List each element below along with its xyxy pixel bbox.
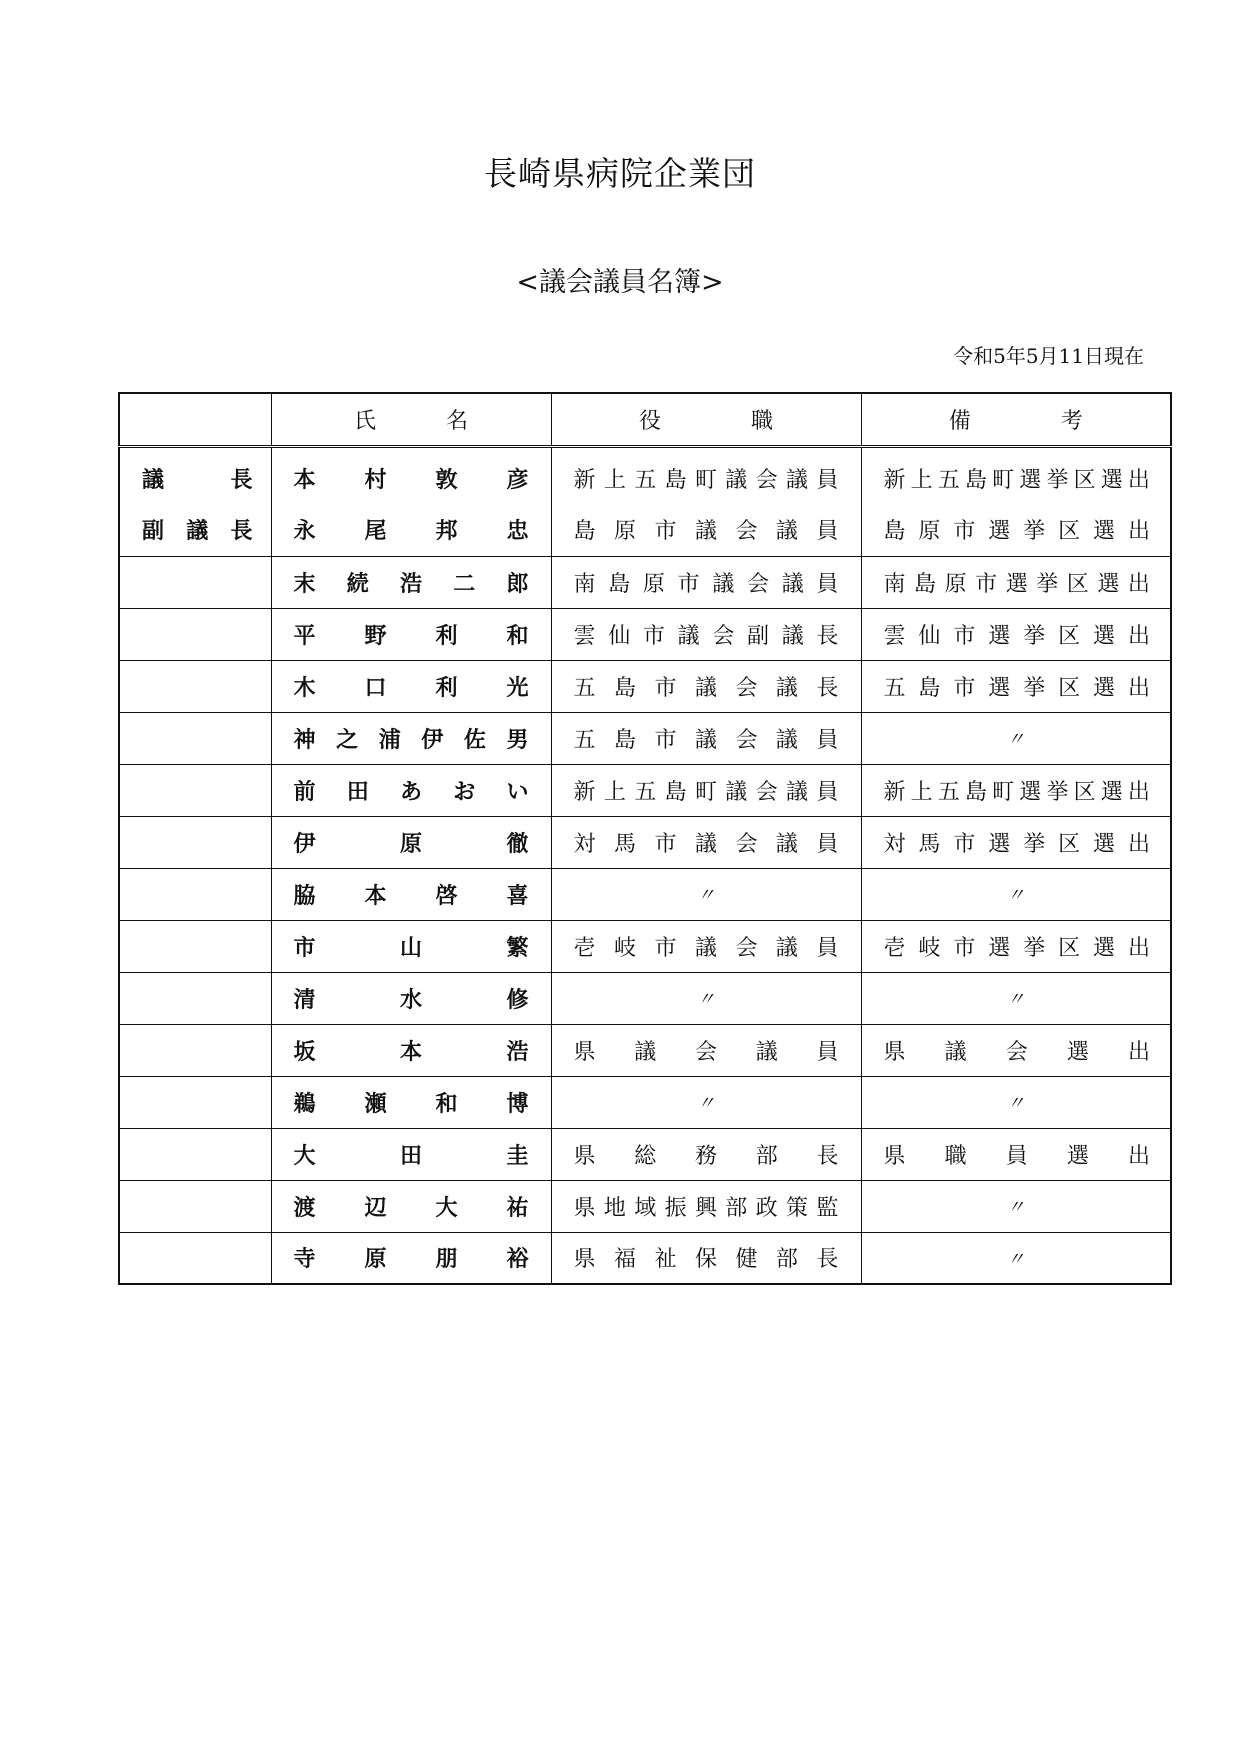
role-cell xyxy=(119,764,271,816)
note-cell xyxy=(861,608,1171,660)
name-text: 市 山 繁 xyxy=(293,934,529,961)
name-cell xyxy=(271,764,551,816)
name-text: 脇 本 啓 喜 xyxy=(293,882,529,909)
header-post xyxy=(551,393,861,446)
post-cell xyxy=(551,504,861,556)
name-text: 伊 原 徹 xyxy=(293,830,529,857)
post-cell xyxy=(551,1180,861,1232)
role-cell xyxy=(119,1024,271,1076)
post-text: 新 上 五 島 町 議 会 議 員 xyxy=(573,468,839,494)
name-text: 前 田 あ お い xyxy=(293,778,529,805)
role-cell xyxy=(119,972,271,1024)
note-cell xyxy=(861,446,1171,504)
post-cell xyxy=(551,1232,861,1284)
table-row xyxy=(119,712,1171,764)
note-text: 雲 仙 市 選 挙 区 選 出 xyxy=(883,623,1150,649)
post-text: 雲 仙 市 議 会 副 議 長 xyxy=(573,623,839,649)
note-text: 島 原 市 選 挙 区 選 出 xyxy=(883,519,1150,545)
header-name xyxy=(271,393,551,446)
note-cell xyxy=(861,1024,1171,1076)
post-cell xyxy=(551,972,861,1024)
post-cell xyxy=(551,608,861,660)
note-cell xyxy=(861,1180,1171,1232)
post-cell xyxy=(551,868,861,920)
post-cell xyxy=(551,1128,861,1180)
role-cell xyxy=(119,446,271,504)
post-cell xyxy=(551,712,861,764)
table-row xyxy=(119,1180,1171,1232)
note-cell xyxy=(861,764,1171,816)
post-text: 県 地 域 振 興 部 政 策 監 xyxy=(573,1195,839,1221)
name-cell xyxy=(271,972,551,1024)
name-text: 本 村 敦 彦 xyxy=(293,467,529,494)
name-text: 寺 原 朋 裕 xyxy=(293,1246,529,1273)
role-cell xyxy=(119,608,271,660)
table-row xyxy=(119,1024,1171,1076)
note-text: 新 上 五 島 町 選 挙 区 選 出 xyxy=(883,468,1150,494)
table-row xyxy=(119,1128,1171,1180)
table-row xyxy=(119,1076,1171,1128)
post-text: 南 島 原 市 議 会 議 員 xyxy=(573,571,839,597)
note-text: 南 島 原 市 選 挙 区 選 出 xyxy=(883,571,1150,597)
note-cell xyxy=(861,1076,1171,1128)
post-cell xyxy=(551,660,861,712)
table-row xyxy=(119,608,1171,660)
ditto-mark: 〃 xyxy=(697,1093,715,1114)
role-cell xyxy=(119,660,271,712)
note-text: 県 議 会 選 出 xyxy=(883,1039,1150,1065)
role-cell xyxy=(119,1180,271,1232)
table-row xyxy=(119,764,1171,816)
post-text: 新 上 五 島 町 議 会 議 員 xyxy=(573,779,839,805)
note-text: 対 馬 市 選 挙 区 選 出 xyxy=(883,831,1150,857)
name-text: 渡 辺 大 祐 xyxy=(293,1194,529,1221)
role-cell xyxy=(119,504,271,556)
role-cell xyxy=(119,1232,271,1284)
name-cell xyxy=(271,1024,551,1076)
name-cell xyxy=(271,660,551,712)
role-cell xyxy=(119,816,271,868)
ditto-mark: 〃 xyxy=(1006,729,1025,750)
post-cell xyxy=(551,920,861,972)
name-cell xyxy=(271,1076,551,1128)
name-cell xyxy=(271,920,551,972)
ditto-mark: 〃 xyxy=(697,989,715,1010)
ditto-mark: 〃 xyxy=(1006,1197,1025,1218)
name-cell xyxy=(271,608,551,660)
header-name-label: 氏 名 xyxy=(353,408,469,434)
role-cell xyxy=(119,920,271,972)
post-text: 対 馬 市 議 会 議 員 xyxy=(573,831,839,857)
post-text: 壱 岐 市 議 会 議 員 xyxy=(573,935,839,961)
post-cell xyxy=(551,816,861,868)
table-row xyxy=(119,556,1171,608)
header-role xyxy=(119,393,271,446)
note-text: 壱 岐 市 選 挙 区 選 出 xyxy=(883,935,1150,961)
role-cell xyxy=(119,712,271,764)
post-cell xyxy=(551,1076,861,1128)
ditto-mark: 〃 xyxy=(1006,885,1025,906)
as-of-date: 令和5年5月11日現在 xyxy=(953,344,1144,368)
note-cell xyxy=(861,556,1171,608)
name-text: 大 田 圭 xyxy=(293,1142,529,1169)
post-text: 島 原 市 議 会 議 員 xyxy=(573,519,839,545)
post-text: 県 福 祉 保 健 部 長 xyxy=(573,1247,839,1273)
document-title: 長崎県病院企業団 xyxy=(484,154,756,193)
table-header-row xyxy=(119,393,1171,446)
note-text: 五 島 市 選 挙 区 選 出 xyxy=(883,675,1150,701)
post-text: 県 議 会 議 員 xyxy=(573,1039,839,1065)
name-text: 神 之 浦 伊 佐 男 xyxy=(293,726,529,753)
table-row xyxy=(119,920,1171,972)
note-text: 県 職 員 選 出 xyxy=(883,1143,1150,1169)
note-cell xyxy=(861,660,1171,712)
post-text: 県 総 務 部 長 xyxy=(573,1143,839,1169)
table-row xyxy=(119,1232,1171,1284)
name-text: 坂 本 浩 xyxy=(293,1038,529,1065)
role-text: 副 議 長 xyxy=(142,518,253,545)
council-member-table xyxy=(118,392,1172,1285)
role-cell xyxy=(119,1076,271,1128)
name-cell xyxy=(271,504,551,556)
header-note xyxy=(861,393,1171,446)
table-row xyxy=(119,446,1171,504)
post-cell xyxy=(551,556,861,608)
note-cell xyxy=(861,868,1171,920)
ditto-mark: 〃 xyxy=(1006,1093,1025,1114)
note-cell xyxy=(861,972,1171,1024)
note-cell xyxy=(861,1128,1171,1180)
table-row xyxy=(119,816,1171,868)
table-row xyxy=(119,660,1171,712)
post-text: 五 島 市 議 会 議 員 xyxy=(573,727,839,753)
header-note-label: 備 考 xyxy=(948,408,1083,434)
post-cell xyxy=(551,446,861,504)
name-text: 末 続 浩 二 郎 xyxy=(293,570,529,597)
name-cell xyxy=(271,556,551,608)
note-cell xyxy=(861,504,1171,556)
post-text: 五 島 市 議 会 議 長 xyxy=(573,675,839,701)
note-cell xyxy=(861,920,1171,972)
note-cell xyxy=(861,1232,1171,1284)
name-cell xyxy=(271,1128,551,1180)
table-row xyxy=(119,972,1171,1024)
name-text: 木 口 利 光 xyxy=(293,674,529,701)
role-text: 議 長 xyxy=(142,467,253,494)
name-text: 永 尾 邦 忠 xyxy=(293,518,529,545)
table-row xyxy=(119,504,1171,556)
name-cell xyxy=(271,712,551,764)
name-cell xyxy=(271,1180,551,1232)
role-cell xyxy=(119,868,271,920)
name-cell xyxy=(271,446,551,504)
name-text: 鵜 瀬 和 博 xyxy=(293,1090,529,1117)
table-row xyxy=(119,868,1171,920)
header-post-label: 役 職 xyxy=(638,408,774,434)
ditto-mark: 〃 xyxy=(1006,1248,1025,1270)
role-cell xyxy=(119,556,271,608)
document-subtitle: <議会議員名簿> xyxy=(516,267,724,298)
ditto-mark: 〃 xyxy=(697,885,715,906)
name-cell xyxy=(271,816,551,868)
name-cell xyxy=(271,1232,551,1284)
ditto-mark: 〃 xyxy=(1006,989,1025,1010)
note-cell xyxy=(861,816,1171,868)
note-cell xyxy=(861,712,1171,764)
name-cell xyxy=(271,868,551,920)
note-text: 新 上 五 島 町 選 挙 区 選 出 xyxy=(883,779,1150,805)
name-text: 清 水 修 xyxy=(293,986,529,1013)
table-body xyxy=(119,446,1171,1284)
post-cell xyxy=(551,1024,861,1076)
name-text: 平 野 利 和 xyxy=(293,622,529,649)
post-cell xyxy=(551,764,861,816)
role-cell xyxy=(119,1128,271,1180)
